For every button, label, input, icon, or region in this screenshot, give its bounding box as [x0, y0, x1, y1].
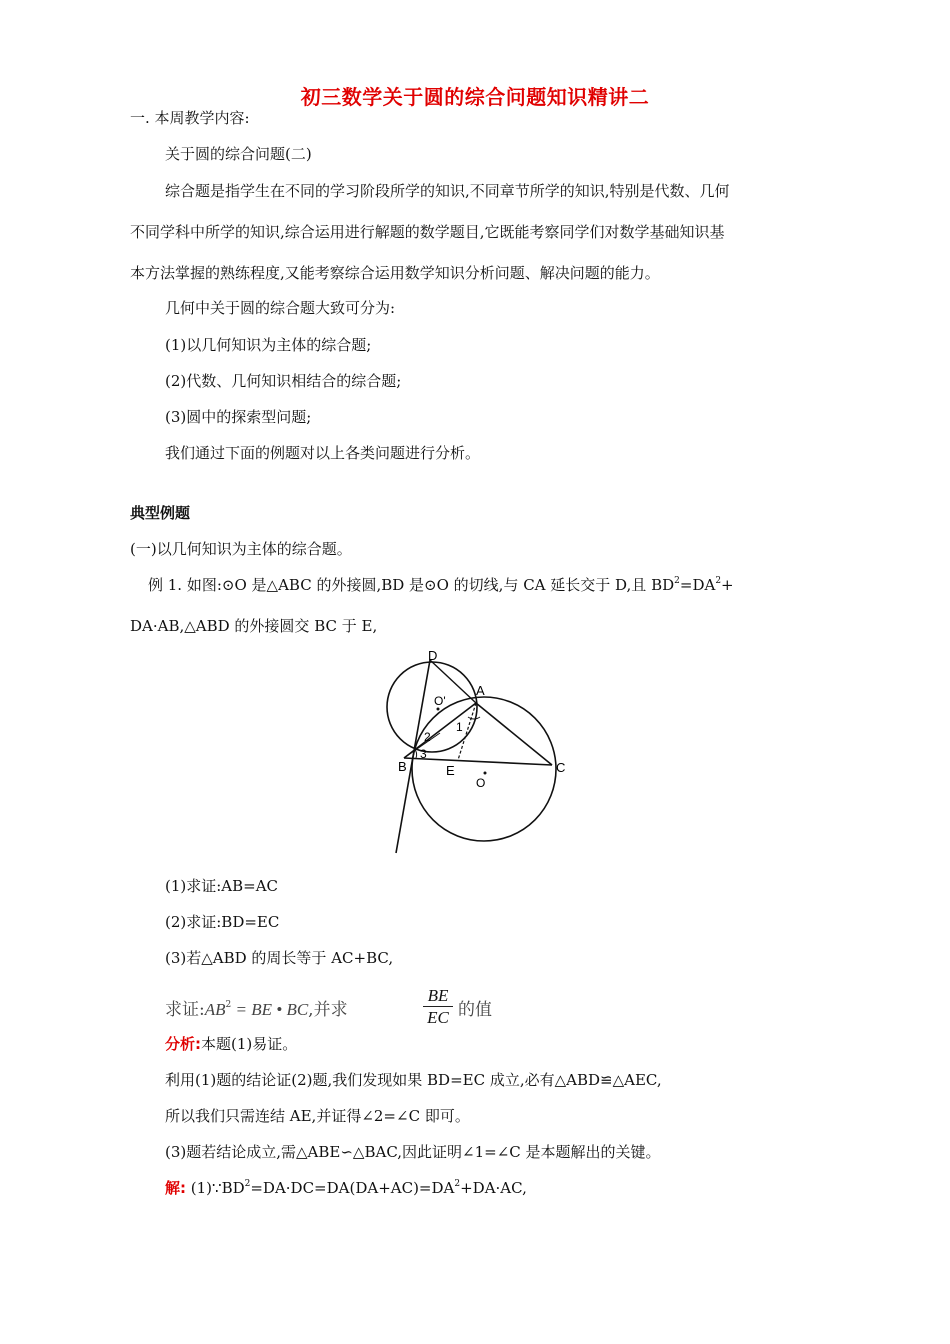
category-item-2: (2)代数、几何知识相结合的综合题;	[165, 372, 402, 390]
fraction-denominator: EC	[427, 1008, 449, 1027]
superscript: 2	[244, 1179, 251, 1189]
example1-text-a: 例 1. 如图:⊙O 是△ABC 的外接圆,BD 是⊙O 的切线,与 CA 延长交于 D,且 BD	[148, 576, 675, 594]
example1-text-c: +	[721, 576, 734, 594]
example1-line-1	[148, 575, 734, 595]
superscript: 2	[674, 576, 680, 586]
examples-heading: 典型例题	[130, 504, 191, 522]
solution-text-a: (1)∵BD	[190, 1179, 245, 1197]
analysis-label: 分析:	[165, 1035, 201, 1053]
topic-line: 关于圆的综合问题(二)	[165, 145, 312, 163]
label-a: A	[476, 683, 485, 698]
solution-line-1	[165, 1178, 527, 1198]
formula-lhs: AB	[204, 1000, 226, 1019]
question-3: (3)若△ABD 的周长等于 AC+BC,	[165, 949, 394, 967]
geometry-figure	[380, 645, 585, 857]
label-d: D	[428, 648, 438, 663]
fraction-be-ec	[423, 986, 453, 1029]
solution-text-b: =DA·DC=DA(DA+AC)=DA	[250, 1179, 455, 1197]
superscript: 2	[225, 1000, 232, 1011]
angle-arc-1	[468, 717, 480, 719]
section-heading: 一. 本周教学内容:	[130, 109, 250, 127]
question-2: (2)求证:BD=EC	[165, 913, 280, 931]
label-e: E	[446, 763, 455, 778]
analysis-line-1	[165, 1034, 297, 1054]
center-o-dot	[484, 772, 487, 775]
label-angle-1: 1	[456, 720, 463, 734]
analysis-line-3: 所以我们只需连结 AE,并证得∠2=∠C 即可。	[165, 1107, 470, 1125]
solution-text-c: +DA·AC,	[460, 1179, 527, 1197]
superscript: 2	[715, 576, 722, 586]
intro-line-1: 综合题是指学生在不同的学习阶段所学的知识,不同章节所学的知识,特别是代数、几何	[165, 182, 730, 200]
example1-line-2: DA·AB,△ABD 的外接圆交 BC 于 E,	[130, 617, 378, 635]
category-item-3: (3)圆中的探索型问题;	[165, 408, 312, 426]
category-intro: 几何中关于圆的综合题大致可分为:	[165, 299, 396, 317]
formula-mid: ,并求	[308, 1000, 348, 1020]
analysis-intro: 我们通过下面的例题对以上各类问题进行分析。	[165, 444, 481, 462]
intro-line-3: 本方法掌握的熟练程度,又能考察综合运用数学知识分析问题、解决问题的能力。	[130, 264, 660, 282]
label-o-prime: O'	[434, 694, 446, 708]
analysis-text-1: 本题(1)易证。	[201, 1035, 298, 1053]
label-angle-3: 3	[420, 747, 427, 761]
label-angle-2: 2	[424, 730, 431, 744]
segment-ac	[476, 703, 552, 765]
circle-o	[412, 697, 556, 841]
label-b: B	[398, 759, 407, 774]
document-title: 初三数学关于圆的综合问题知识精讲二	[300, 85, 650, 109]
formula-rhs: = BE • BC	[231, 1000, 309, 1019]
formula-suffix: 的值	[458, 1000, 492, 1020]
analysis-line-2: 利用(1)题的结论证(2)题,我们发现如果 BD=EC 成立,必有△ABD≌△AEC,	[165, 1071, 662, 1089]
formula-left	[165, 995, 348, 1020]
category-item-1: (1)以几何知识为主体的综合题;	[165, 336, 372, 354]
example1-text-b: =DA	[679, 576, 716, 594]
superscript: 2	[454, 1179, 461, 1189]
analysis-line-4: (3)题若结论成立,需△ABE∽△BAC,因此证明∠1=∠C 是本题解出的关键。	[165, 1143, 661, 1161]
question-1: (1)求证:AB=AC	[165, 877, 279, 895]
formula-prefix: 求证:	[165, 1000, 205, 1020]
intro-line-2: 不同学科中所学的知识,综合运用进行解题的数学题目,它既能考察同学们对数学基础知识基	[130, 223, 725, 241]
solution-label: 解:	[165, 1179, 186, 1197]
fraction-numerator: BE	[423, 986, 453, 1007]
label-c: C	[556, 760, 566, 775]
part1-heading: (一)以几何知识为主体的综合题。	[130, 540, 352, 558]
label-o: O	[476, 776, 486, 790]
